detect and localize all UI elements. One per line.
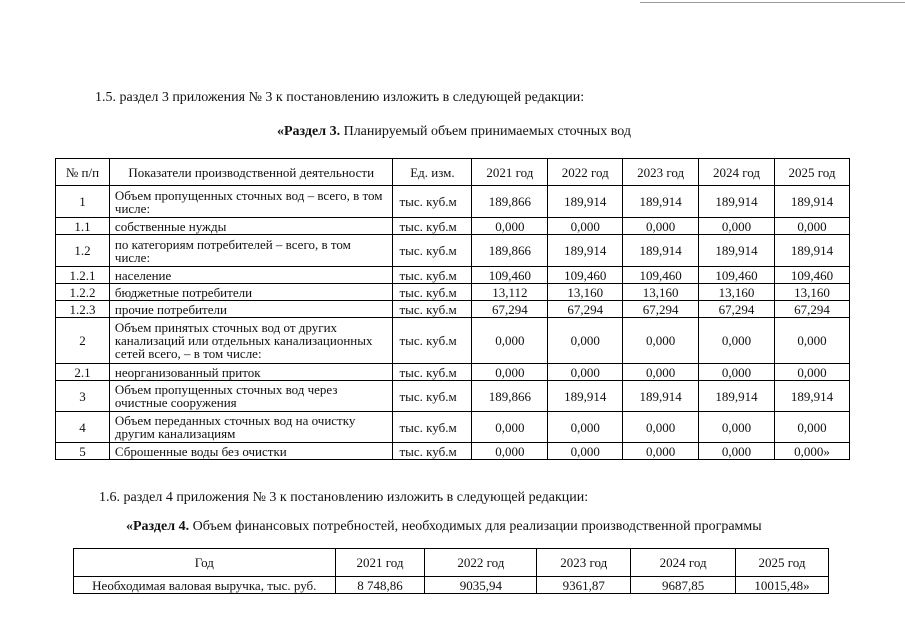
table1-cell: 0,000 (699, 364, 775, 381)
table1-header-row (56, 159, 850, 186)
table1-cell: Сброшенные воды без очистки (109, 443, 393, 460)
table1-cell: тыс. куб.м (393, 218, 472, 235)
table1-cell: тыс. куб.м (393, 267, 472, 284)
table1-cell: 0,000 (548, 364, 623, 381)
table1-row (56, 235, 850, 267)
table1-cell: 189,914 (775, 381, 850, 412)
table1-cell: 13,160 (775, 284, 850, 301)
table1-cell: 189,866 (472, 381, 548, 412)
table1-cell: 5 (56, 443, 110, 460)
table1-cell: 0,000 (548, 443, 623, 460)
table1-cell: Объем принятых сточных вод от других канализаций или отдельных канализационных сетей всего, – в том числе: (109, 318, 393, 364)
table1-cell: 67,294 (548, 301, 623, 318)
table1-row (56, 284, 850, 301)
table1-row (56, 412, 850, 443)
table1-cell: население (109, 267, 393, 284)
table1-cell: 189,914 (623, 381, 699, 412)
table2-data-row (74, 577, 829, 594)
table1-cell: 189,914 (548, 381, 623, 412)
table1-row (56, 218, 850, 235)
table1-cell: 189,914 (548, 235, 623, 267)
table1-cell: Объем переданных сточных вод на очистку другим канализациям (109, 412, 393, 443)
table1-cell: 0,000 (472, 412, 548, 443)
section-4-heading (126, 519, 762, 535)
table1-cell: Объем пропущенных сточных вод через очистные сооружения (109, 381, 393, 412)
table1-row (56, 381, 850, 412)
table1-header-cell: 2022 год (548, 159, 623, 186)
table1-cell: 0,000 (472, 364, 548, 381)
table2-header-cell: 2024 год (631, 549, 736, 577)
table1-cell: 189,914 (699, 381, 775, 412)
table1-header-cell: Показатели производственной деятельности (109, 159, 393, 186)
table1-cell: 13,160 (623, 284, 699, 301)
table1-cell: бюджетные потребители (109, 284, 393, 301)
table2-header-cell: 2022 год (425, 549, 537, 577)
table1-cell: 0,000 (472, 318, 548, 364)
table1-cell: 1 (56, 186, 110, 218)
table1-cell: 0,000 (548, 318, 623, 364)
table1-header-cell: 2025 год (775, 159, 850, 186)
wastewater-volume-table (55, 158, 850, 460)
table2-header-cell: 2025 год (736, 549, 829, 577)
table1-cell: 189,914 (699, 235, 775, 267)
table1-cell: неорганизованный приток (109, 364, 393, 381)
table1-cell: 1.1 (56, 218, 110, 235)
table1-cell: 0,000 (775, 364, 850, 381)
table1-cell: 4 (56, 412, 110, 443)
table1-cell: по категориям потребителей – всего, в том числе: (109, 235, 393, 267)
paragraph-1-6: 1.6. раздел 4 приложения № 3 к постановлению изложить в следующей редакции: (99, 490, 589, 505)
top-rule-line (640, 2, 905, 3)
table1-cell: 189,914 (699, 186, 775, 218)
table1-cell: 109,460 (472, 267, 548, 284)
table1-cell: 109,460 (548, 267, 623, 284)
section-3-heading-text: Планируемый объем принимаемых сточных вод (340, 124, 631, 139)
table1-row (56, 443, 850, 460)
table1-cell: тыс. куб.м (393, 235, 472, 267)
table1-cell: 0,000 (548, 412, 623, 443)
table1-cell: 0,000 (699, 318, 775, 364)
section-3-heading (277, 124, 631, 140)
table1-cell: 0,000 (699, 218, 775, 235)
table1-cell: 1.2.3 (56, 301, 110, 318)
table1-cell: собственные нужды (109, 218, 393, 235)
table1-header-cell: 2024 год (699, 159, 775, 186)
table1-cell: тыс. куб.м (393, 318, 472, 364)
table1-cell: тыс. куб.м (393, 301, 472, 318)
table2-cell: 9687,85 (631, 577, 736, 594)
table1-cell: 67,294 (775, 301, 850, 318)
table1-cell: тыс. куб.м (393, 364, 472, 381)
table1-cell: 109,460 (775, 267, 850, 284)
table1-row (56, 301, 850, 318)
table1-cell: тыс. куб.м (393, 412, 472, 443)
table1-cell: 67,294 (472, 301, 548, 318)
table1-cell: 0,000 (699, 412, 775, 443)
table1-cell: тыс. куб.м (393, 443, 472, 460)
table1-cell: 109,460 (699, 267, 775, 284)
table1-cell: 2.1 (56, 364, 110, 381)
table1-header-cell: Ед. изм. (393, 159, 472, 186)
table2-cell: 10015,48» (736, 577, 829, 594)
table1-cell: прочие потребители (109, 301, 393, 318)
table1-cell: 189,914 (775, 235, 850, 267)
table1-cell: 189,914 (623, 186, 699, 218)
table1-row (56, 186, 850, 218)
table1-cell: 0,000» (775, 443, 850, 460)
table1-cell: 13,160 (548, 284, 623, 301)
table1-cell: 0,000 (775, 412, 850, 443)
table1-cell: 1.2.1 (56, 267, 110, 284)
table1-cell: 0,000 (623, 412, 699, 443)
table2-cell: 9035,94 (425, 577, 537, 594)
table1-cell: 2 (56, 318, 110, 364)
table1-cell: 0,000 (472, 443, 548, 460)
table1-cell: 13,112 (472, 284, 548, 301)
table1-cell: тыс. куб.м (393, 186, 472, 218)
table1-cell: 0,000 (623, 318, 699, 364)
table2-header-row (74, 549, 829, 577)
table1-cell: 189,866 (472, 186, 548, 218)
table1-cell: тыс. куб.м (393, 381, 472, 412)
financial-needs-table (73, 548, 829, 594)
table2-cell: 8 748,86 (335, 577, 425, 594)
table1-cell: 0,000 (548, 218, 623, 235)
table1-header-cell: № п/п (56, 159, 110, 186)
section-4-heading-text: Объем финансовых потребностей, необходимых для реализации производственной программы (189, 519, 762, 534)
table1-cell: 0,000 (623, 218, 699, 235)
section-4-heading-bold: «Раздел 4. (126, 519, 190, 534)
table1-cell: 0,000 (775, 218, 850, 235)
table2-header-cell: Год (74, 549, 336, 577)
table1-cell: 109,460 (623, 267, 699, 284)
table2-cell: Необходимая валовая выручка, тыс. руб. (74, 577, 336, 594)
table1-cell: 189,866 (472, 235, 548, 267)
table2-header-cell: 2023 год (537, 549, 631, 577)
table2-cell: 9361,87 (537, 577, 631, 594)
table1-cell: 1.2 (56, 235, 110, 267)
table1-row (56, 267, 850, 284)
table1-cell: 13,160 (699, 284, 775, 301)
paragraph-1-5: 1.5. раздел 3 приложения № 3 к постановлению изложить в следующей редакции: (95, 90, 585, 105)
table1-cell: 0,000 (775, 318, 850, 364)
table1-header-cell: 2021 год (472, 159, 548, 186)
table1-cell: 0,000 (472, 218, 548, 235)
table1-cell: 189,914 (775, 186, 850, 218)
table1-cell: 67,294 (623, 301, 699, 318)
table1-body (56, 186, 850, 460)
table1-cell: 0,000 (623, 364, 699, 381)
table2-header-cell: 2021 год (335, 549, 425, 577)
table1-cell: 3 (56, 381, 110, 412)
table1-cell: 1.2.2 (56, 284, 110, 301)
table1-row (56, 364, 850, 381)
table1-cell: тыс. куб.м (393, 284, 472, 301)
table1-cell: Объем пропущенных сточных вод – всего, в том числе: (109, 186, 393, 218)
table1-cell: 67,294 (699, 301, 775, 318)
section-3-heading-bold: «Раздел 3. (277, 124, 341, 139)
table1-cell: 189,914 (623, 235, 699, 267)
table1-row (56, 318, 850, 364)
table1-header-cell: 2023 год (623, 159, 699, 186)
table1-cell: 189,914 (548, 186, 623, 218)
table1-cell: 0,000 (623, 443, 699, 460)
table1-cell: 0,000 (699, 443, 775, 460)
